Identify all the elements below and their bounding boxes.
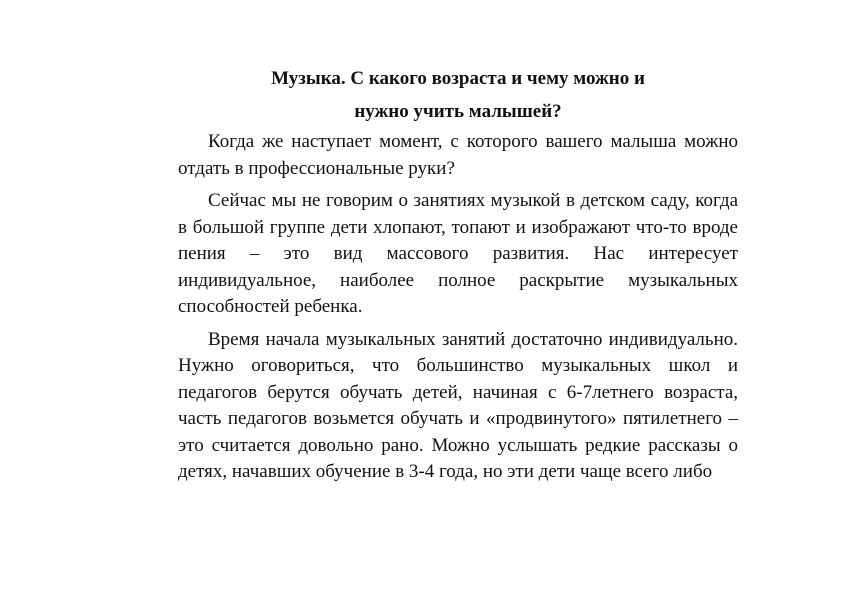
document-title — [178, 62, 738, 128]
paragraph-2: Сейчас мы не говорим о занятиях музыкой в детском саду, когда в большой группе дети хлопают, топают и изображают что-то вроде пения – это вид массового развития. Нас интересует индивидуальное, наиболее полное раскрытие музыкальных способностей ребенка. — [178, 190, 738, 317]
paragraph-3: Время начала музыкальных занятий достаточно индивидуально. Нужно оговориться, что большинство музыкальных школ и педагогов берутся обучать детей, начиная с 6-7летнего возраста, часть педагогов возьмется обучать и «продвинутого» пятилетнего – это считается довольно рано. Можно услышать редкие рассказы о детях, начавших обучение в 3-4 года, но эти дети чаще всего либо — [178, 328, 738, 482]
paragraph-1: Когда же наступает момент, с которого вашего малыша можно отдать в профессиональные руки? — [178, 131, 738, 179]
document-body — [178, 62, 738, 486]
title-line-2: нужно учить малышей? — [354, 101, 562, 122]
title-line-1: Музыка. С какого возраста и чему можно и — [271, 68, 645, 89]
